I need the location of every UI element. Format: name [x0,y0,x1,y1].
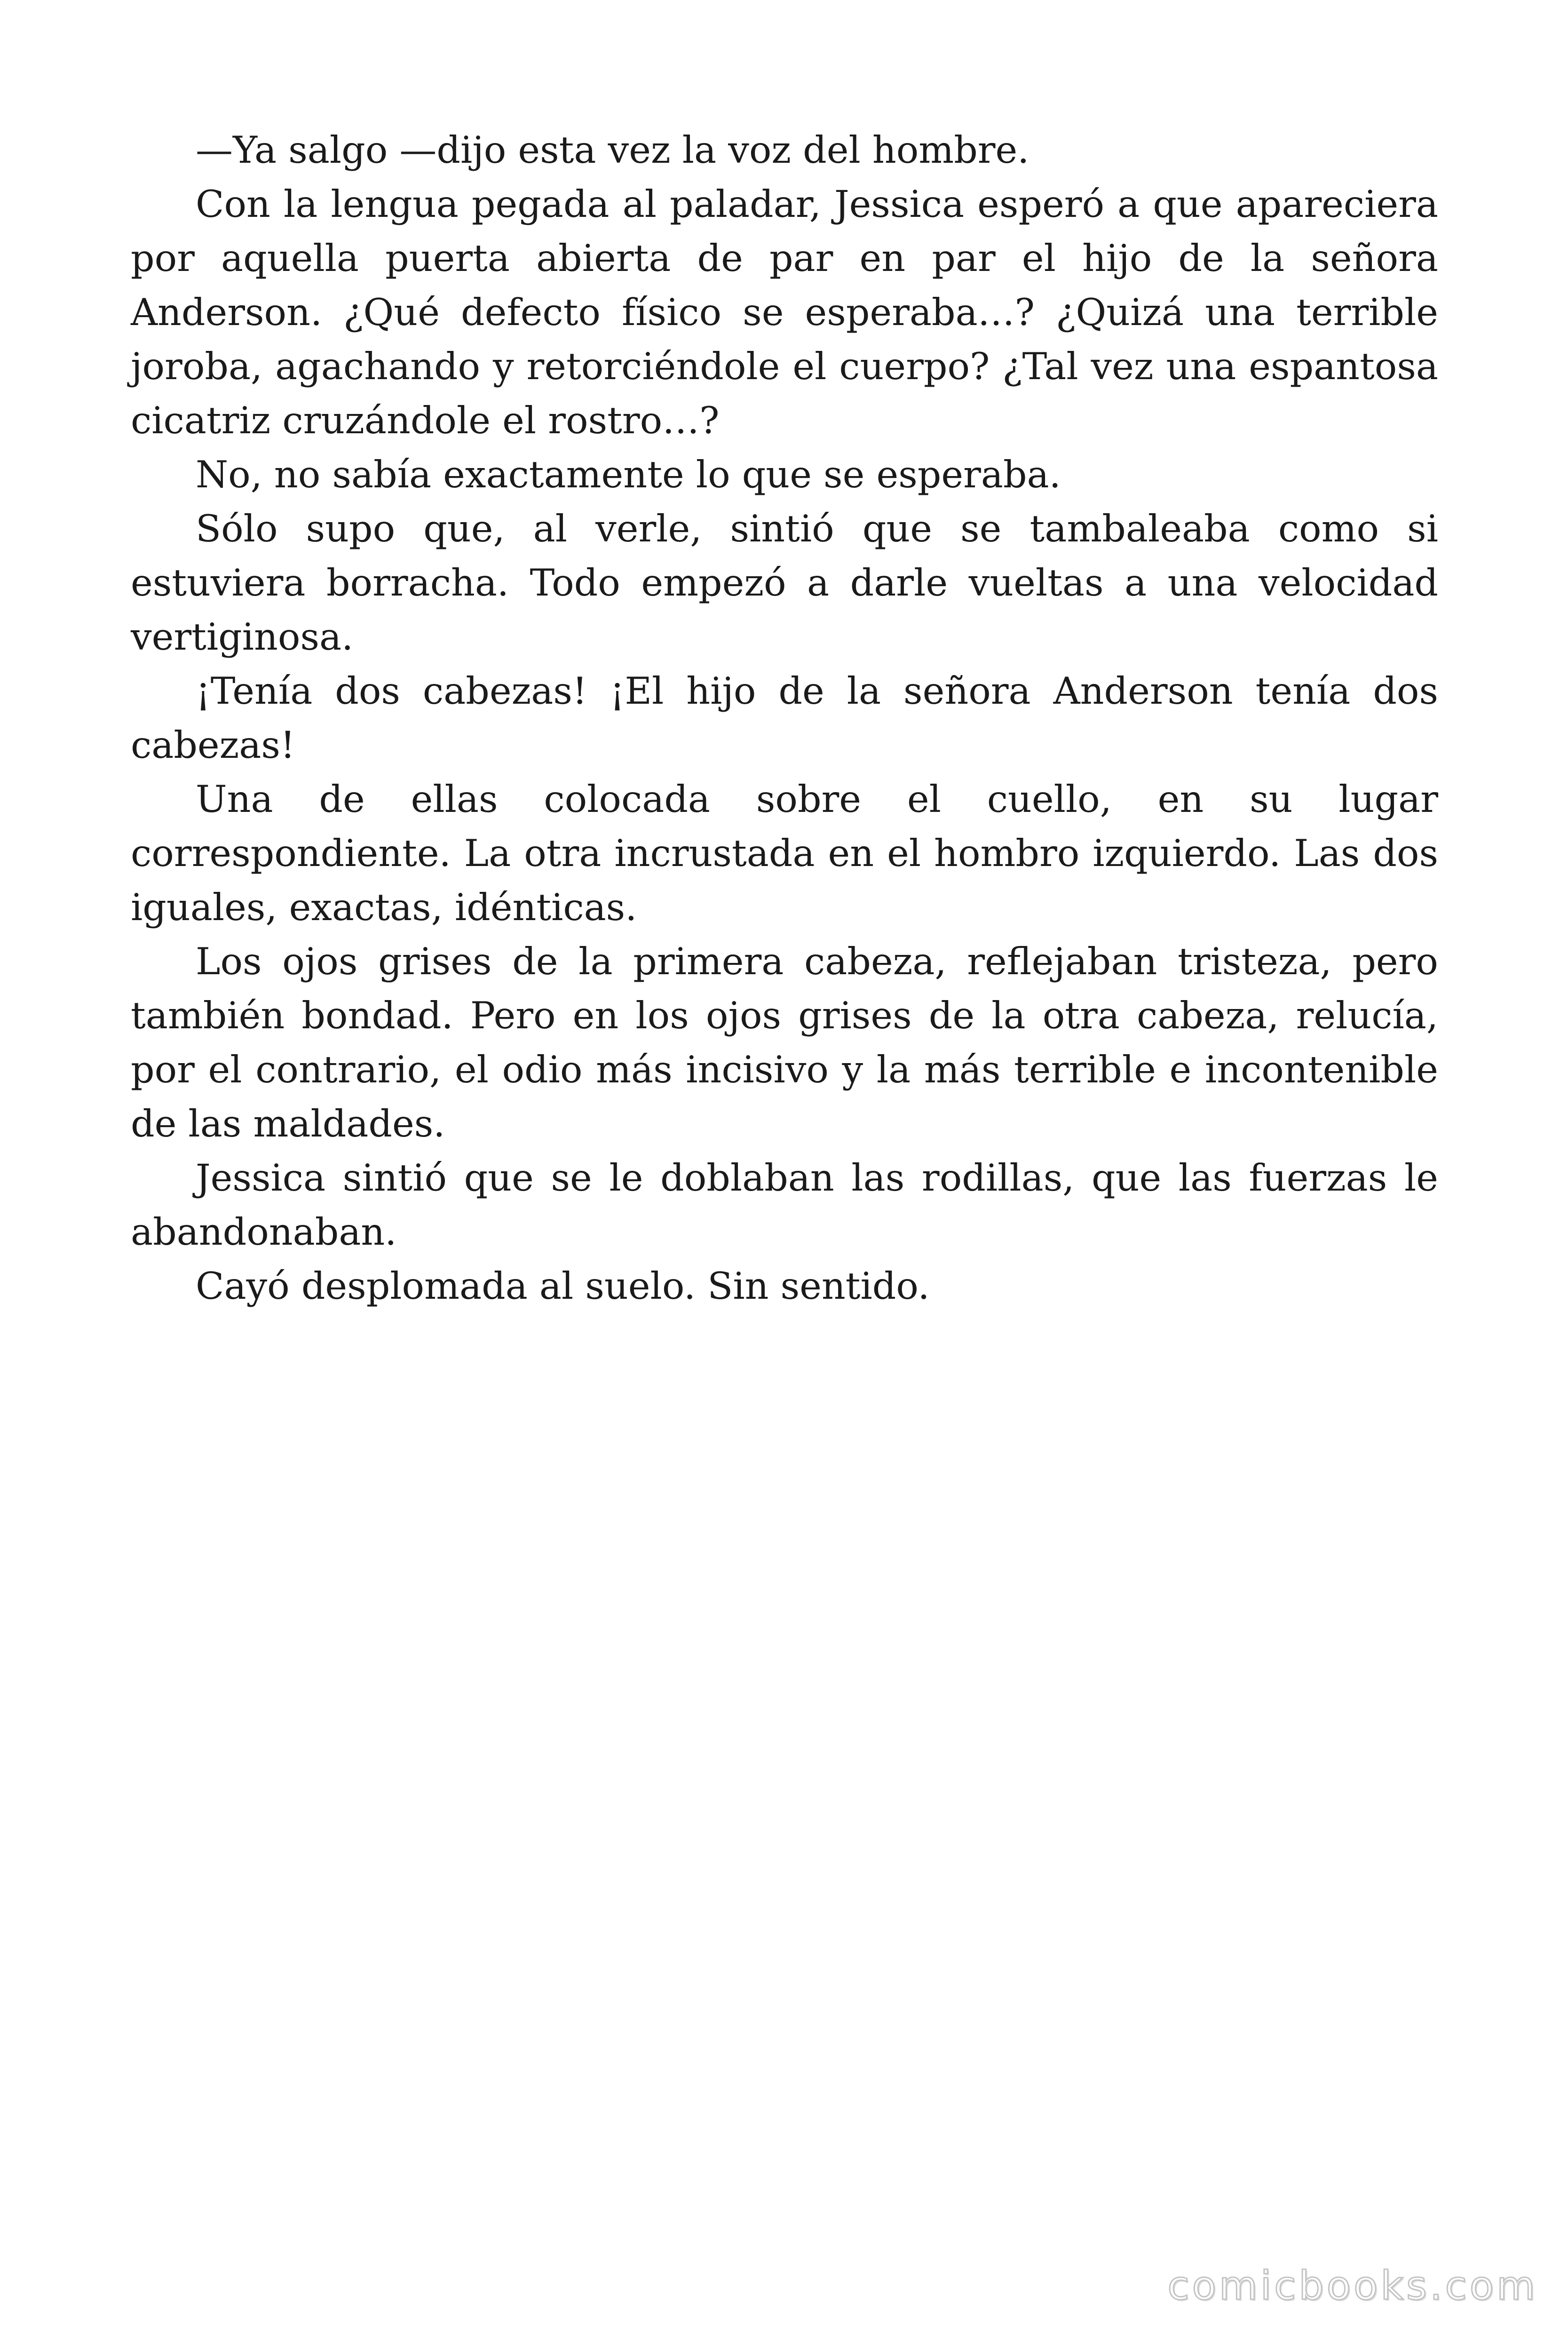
paragraph: No, no sabía exactamente lo que se esperaba. [196,453,1061,496]
paragraph: Los ojos grises de la primera cabeza, reflejaban tristeza, pero también bondad. Pero en los ojos grises de la otra cabeza, relucía, por el contrario, el odio más incisivo y la más terrible e incontenible de las maldades. [131,940,1438,1145]
paragraph: —Ya salgo —dijo esta vez la voz del hombre. [196,128,1029,172]
paragraph: Una de ellas colocada sobre el cuello, en su lugar correspondiente. La otra incrustada en el hombro izquierdo. Las dos iguales, exactas, idénticas. [131,778,1438,929]
watermark: comicbooks.com [1167,2263,1538,2309]
paragraph: Cayó desplomada al suelo. Sin sentido. [196,1264,930,1308]
paragraph: Sólo supo que, al verle, sintió que se tambaleaba como si estuviera borracha. Todo empezó a darle vueltas a una velocidad vertiginosa. [131,507,1438,659]
paragraph: Jessica sintió que se le doblaban las rodillas, que las fuerzas le abandonaban. [131,1156,1438,1254]
paragraph: ¡Tenía dos cabezas! ¡El hijo de la señora Anderson tenía dos cabezas! [131,669,1438,767]
page-body [131,123,1438,1313]
paragraph: Con la lengua pegada al paladar, Jessica esperó a que apareciera por aquella puerta abierta de par en par el hijo de la señora Anderson. ¿Qué defecto físico se esperaba…? ¿Quizá una terrible joroba, agachando y retorciéndole el cuerpo? ¿Tal vez una espantosa cicatriz cruzándole el rostro…? [131,183,1438,442]
